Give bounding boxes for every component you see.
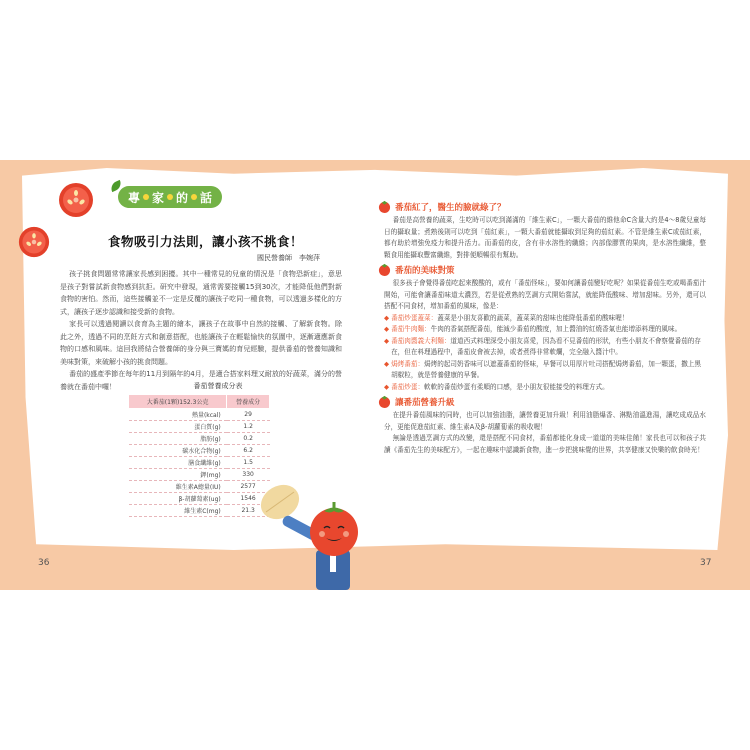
nutrient-value: 6.2 [227, 445, 270, 457]
nutrient-value: 21.3 [227, 505, 270, 517]
table-title: 番茄營養成分表 [193, 382, 243, 390]
section-body [384, 410, 706, 456]
badge-char: 專 [128, 190, 141, 205]
nutrition-table [128, 394, 270, 517]
section-heading [378, 200, 706, 213]
nutrient-name: 脂肪(g) [129, 433, 227, 445]
tomato-icon [378, 200, 391, 213]
paragraph: 無論是透過烹調方式的改變，還是搭配不同食材，番茄都能化身成一道道的美味佳餚！家長也可以和孩子共讀《番茄先生的美味配方》，一起在趣味中認識新食物，進一步把挑味覺的世界，共享健康又快樂的飲食時光！ [384, 434, 706, 454]
section-heading [378, 395, 706, 408]
table-header-cell: 大番茄(1顆)152.3公克 [129, 395, 227, 409]
tomato-slice-icon [58, 182, 94, 218]
paragraph: 在提升番茄風味的同時，也可以加強油脂，讓營養更加升級！利用油脂爆香、淋點油溫進湯，讓吃成成品水分，更能促進茄紅素、維生素A及β-胡蘿蔔素的吸收喔！ [384, 411, 706, 431]
section-title: 番茄紅了，醫生的臉就綠了？ [395, 202, 506, 213]
table-row [129, 505, 270, 517]
list-item-label: 番茄炒蛋蓋菜： [391, 313, 438, 322]
nutrient-value: 1.2 [227, 421, 270, 433]
list-item-text: 焗烤的起司奶香味可以遮蓋番茄的怪味，早餐可以用厚片吐司搭配焗烤番茄，加一顆蛋，撒上黑胡椒粒，就是營養健康的早餐。 [391, 359, 701, 379]
tomato-slice-icon [18, 226, 50, 258]
badge-char: 家 [152, 190, 165, 205]
nutrient-value: 29 [227, 409, 270, 421]
expert-talk-badge [118, 186, 222, 208]
tomato-character-illustration [258, 478, 368, 590]
diamond-bullet-icon: ◆ [384, 359, 390, 368]
list-item-text: 牛肉的香氣搭配番茄，能減少番茄的酸度，加上醬油的紅燒香氣也能增添料理的風味。 [430, 325, 682, 333]
list-item-label: 番茄炒蛋： [391, 382, 425, 391]
table-header-cell: 營養成分 [227, 395, 270, 409]
badge-dot [143, 194, 149, 200]
list-item [384, 324, 706, 336]
table-row [129, 457, 270, 469]
badge-dot [191, 194, 197, 200]
page-number-right: 37 [700, 558, 712, 568]
diamond-bullet-icon: ◆ [384, 325, 390, 333]
paragraph: 番茄是高營養的蔬菜，生吃時可以吃到滿滿的「維生素C」，一顆大番茄的維他命C含量大約是4～8歲兒童每日的攝取量；煮熟後則可以吃到「茄紅素」，一顆大番茄就能攝取到足夠的茄紅素。不管是維生素C或茄紅素，都有助於增強免疫力和提升活力。而番茄的皮，含有非水溶性的纖維；內部像膠質的果肉，是水溶性纖維，整顆食用能攝取豐富纖維，對排便順暢很有幫助。 [384, 216, 706, 259]
nutrient-value: 330 [227, 469, 270, 481]
table-row [129, 433, 270, 445]
table-header-row [129, 395, 270, 409]
nutrient-name: 維生素C(mg) [129, 505, 227, 517]
nutrient-name: 維生素A總量(IU) [129, 481, 227, 493]
paragraph: 孩子挑食問題常常讓家長感到困擾。其中一種常見的兒童的情況是「食物恐新症」，意思是孩子對嘗試新食物感到抗拒。研究中發現，通常需要接觸15到30次，才能降低他們對新食物的害怕。然而，這些接觸並不一定是反覆的讓孩子吃同一種食物，可以透過多樣化的方式，讓孩子逐步認識和接受新的食物。 [60, 270, 342, 316]
table-row [129, 409, 270, 421]
right-page-content [384, 198, 706, 456]
badge-char: 話 [200, 190, 213, 205]
page-number-left: 36 [38, 558, 50, 568]
list-item-label: 番茄肉醬義大利麵： [391, 336, 451, 345]
diamond-bullet-icon: ◆ [384, 336, 390, 345]
tomato-icon [378, 395, 391, 408]
table-row [129, 493, 270, 505]
badge-char: 的 [176, 190, 189, 205]
table-row [129, 481, 270, 493]
list-item [384, 313, 706, 325]
table-row [129, 469, 270, 481]
nutrient-name: 蛋白質(g) [129, 421, 227, 433]
tomato-icon [378, 263, 391, 276]
table-row [129, 421, 270, 433]
list-item [384, 359, 706, 382]
section-body [384, 215, 706, 261]
list-item-label: 番茄牛肉麵： [391, 325, 431, 333]
nutrient-value: 1.5 [227, 457, 270, 469]
list-item [384, 382, 706, 394]
nutrient-name: 熱量(kcal) [129, 409, 227, 421]
left-body [60, 268, 342, 393]
author-byline: 國民營養師 李婉萍 [257, 254, 320, 262]
list-item-label: 焗烤番茄： [391, 359, 425, 368]
list-item-text: 軟軟的番茄炒蛋有柔順的口感，是小朋友很能接受的料理方式。 [424, 382, 609, 391]
article-title: 食物吸引力法則，讓小孩不挑食！ [108, 234, 304, 249]
nutrient-name: β-胡蘿蔔素(ug) [129, 493, 227, 505]
list-item-text: 蓋菜是小朋友喜歡的蔬菜，蓋菜菜的甜味也能降低番茄的酸味喔！ [437, 313, 629, 322]
badge-dot [167, 194, 173, 200]
section-title: 番茄的美味對策 [395, 265, 455, 276]
nutrient-value: 2577 [227, 481, 270, 493]
nutrient-value: 1546 [227, 493, 270, 505]
list-item-text: 道道西式料理深受小朋友喜愛，因為看不見番茄的形狀，有些小朋友不會察覺番茄的存在，但在料理過程中，番茄皮會被去掉，或者煮得非常軟爛，完全融入醬汁中。 [391, 336, 701, 356]
nutrient-name: 膳食纖維(g) [129, 457, 227, 469]
nutrient-value: 0.2 [227, 433, 270, 445]
section-title: 讓番茄營養升級 [395, 397, 455, 408]
list-item [384, 336, 706, 359]
nutrient-name: 鉀(mg) [129, 469, 227, 481]
paragraph: 家長可以透過閱讀以食育為主題的繪本，讓孩子在故事中自然的接觸、了解新食物。除此之外，透過不同的烹飪方式和創意搭配，也能讓孩子在輕鬆愉快的氛圍中，逐漸適應新食物的口感和風味。這回我將結合營養師的身分與三寶媽的育兒經驗，提供番茄的營養知識和美味對策，來破解小孩的挑食問題。 [60, 320, 342, 366]
diamond-bullet-icon: ◆ [384, 313, 390, 322]
diamond-bullet-icon: ◆ [384, 382, 390, 391]
paragraph: 番茄的盛產季節在每年的11月到隔年的4月，是適合搭家料理又耐放的好蔬菜，滿分的營養就在番茄中囉！ [60, 370, 342, 391]
paragraph: 很多孩子會覺得番茄吃起來酸酸的，或有「番茄怪味」，要如何讓番茄變好吃呢？如果從番茄生吃或喝番茄汁開始，可能會讓番茄味道太濃烈，若是從煮熟的烹調方式開始嘗試，就能降低酸味、增加甜味。另外，還可以搭配不同食材，增加番茄的風味，像是： [384, 279, 706, 310]
nutrient-name: 碳水化合物(g) [129, 445, 227, 457]
section-heading [378, 263, 706, 276]
table-row [129, 445, 270, 457]
section-body [384, 278, 706, 313]
